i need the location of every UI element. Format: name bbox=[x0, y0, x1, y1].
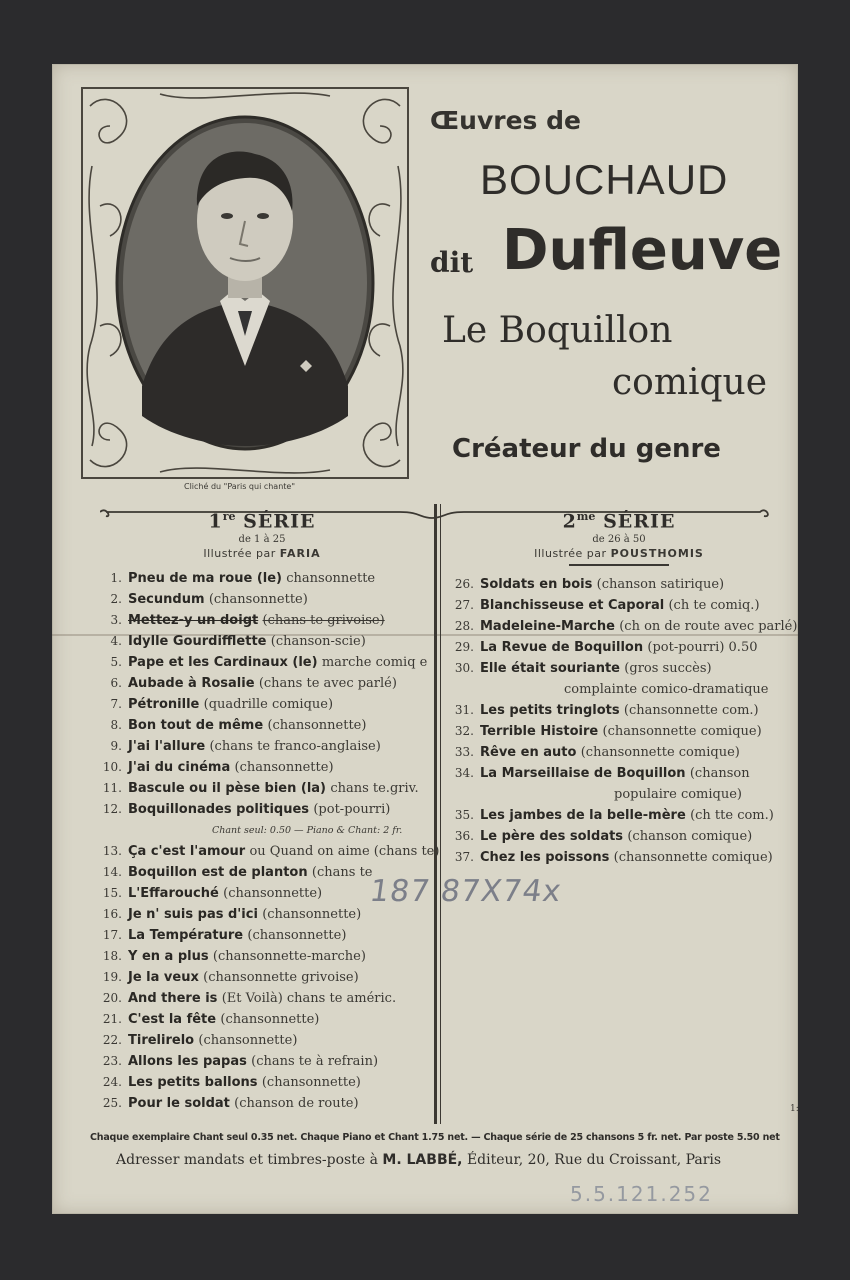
song-continuation: populaire comique) bbox=[614, 787, 743, 803]
song-number: 12. bbox=[102, 802, 122, 817]
song-number: 1. bbox=[110, 571, 122, 586]
song-item bbox=[444, 721, 794, 742]
dit-label: dit bbox=[430, 246, 474, 279]
song-number: 22. bbox=[102, 1033, 122, 1048]
song-descriptor: (chansonnette-marche) bbox=[212, 949, 366, 965]
song-title: Les jambes de la belle-mère bbox=[480, 808, 686, 824]
song-descriptor: (chanson comique) bbox=[627, 829, 753, 845]
song-number: 35. bbox=[454, 808, 474, 823]
composer-name: BOUCHAUD bbox=[480, 156, 729, 203]
illustrator-underline bbox=[569, 564, 669, 566]
song-number: 33. bbox=[454, 745, 474, 760]
song-number: 10. bbox=[102, 760, 122, 775]
series1-song-list bbox=[92, 568, 440, 1114]
song-title: Pape et les Cardinaux (le) bbox=[128, 655, 318, 671]
column-divider bbox=[434, 504, 437, 1124]
song-item bbox=[92, 925, 432, 946]
pencil-reference: 5.5.121.252 bbox=[570, 1182, 713, 1206]
series2-illustrator: Illustrée par POUSTHOMIS bbox=[534, 547, 704, 561]
song-descriptor: (chansonnette comique) bbox=[602, 724, 762, 740]
song-number: 16. bbox=[102, 907, 122, 922]
song-descriptor: (chansonnette) bbox=[220, 1012, 320, 1028]
song-item bbox=[444, 742, 794, 763]
song-title: La Revue de Boquillon bbox=[480, 640, 644, 656]
song-descriptor: (pot-pourri) 0.50 bbox=[647, 640, 758, 656]
song-number: 32. bbox=[454, 724, 474, 739]
song-descriptor: (chansonnette) bbox=[234, 760, 334, 776]
song-title: Aubade à Rosalie bbox=[128, 676, 255, 692]
subtitle-line1: Le Boquillon bbox=[442, 310, 673, 351]
song-descriptor: chans te.griv. bbox=[330, 781, 419, 797]
song-item bbox=[444, 574, 794, 595]
series2-song-list bbox=[444, 574, 798, 868]
createur-tagline: Créateur du genre bbox=[452, 434, 721, 464]
song-item bbox=[444, 805, 794, 826]
song-item bbox=[92, 736, 432, 757]
song-title: J'ai du cinéma bbox=[128, 760, 231, 776]
song-item bbox=[92, 715, 432, 736]
song-title: Je la veux bbox=[128, 970, 199, 986]
song-descriptor: (ch tte com.) bbox=[690, 808, 774, 824]
song-descriptor: (chans te avec parlé) bbox=[258, 676, 397, 692]
song-descriptor: marche comiq e bbox=[321, 655, 428, 671]
song-number: 17. bbox=[102, 928, 122, 943]
song-descriptor: (chansonnette) bbox=[198, 1033, 298, 1049]
subtitle-line2: comique bbox=[612, 362, 768, 403]
song-item bbox=[92, 1030, 432, 1051]
song-title: Tirelirelo bbox=[128, 1033, 195, 1049]
song-item bbox=[92, 694, 432, 715]
song-descriptor: (chansonnette com.) bbox=[623, 703, 759, 719]
song-number: 18. bbox=[102, 949, 122, 964]
song-title: And there is bbox=[128, 991, 218, 1007]
song-descriptor: (chansonnette) bbox=[262, 907, 362, 923]
song-item bbox=[92, 1009, 432, 1030]
song-item bbox=[92, 799, 432, 820]
song-descriptor: (Et Voilà) chans te améric. bbox=[221, 991, 397, 1007]
song-item bbox=[92, 1072, 432, 1093]
song-note: Chant seul: 0.50 — Piano & Chant: 2 fr. bbox=[212, 825, 403, 837]
sheet-music-cover bbox=[52, 64, 798, 1214]
song-number: 5. bbox=[110, 655, 122, 670]
series1-range: de 1 à 25 bbox=[238, 534, 286, 546]
series1-illustrator: Illustrée par FARIA bbox=[203, 547, 321, 561]
song-title: La Marseillaise de Boquillon bbox=[480, 766, 686, 782]
song-item bbox=[92, 652, 432, 673]
song-continuation: complainte comico-dramatique bbox=[564, 682, 769, 698]
publisher-address: Adresser mandats et timbres-poste à M. LABBÉ, Éditeur, 20, Rue du Croissant, Paris bbox=[116, 1152, 722, 1168]
song-descriptor: (chans te franco-anglaise) bbox=[209, 739, 381, 755]
song-descriptor: (chans te grivoise) bbox=[262, 613, 385, 629]
song-descriptor: (gros succès) bbox=[624, 661, 712, 677]
song-item bbox=[92, 1051, 432, 1072]
song-item bbox=[444, 700, 794, 721]
song-descriptor: (chansonnette) bbox=[247, 928, 347, 944]
oeuvres-heading: Œuvres de bbox=[430, 106, 581, 135]
song-title: J'ai l'allure bbox=[128, 739, 206, 755]
song-item bbox=[444, 763, 794, 784]
song-title: Pneu de ma roue (le) bbox=[128, 571, 282, 587]
song-title: Y en a plus bbox=[128, 949, 209, 965]
song-descriptor: (chansonnette grivoise) bbox=[203, 970, 359, 986]
song-number: 26. bbox=[454, 577, 474, 592]
song-descriptor: (quadrille comique) bbox=[203, 697, 334, 713]
song-descriptor: (pot-pourri) bbox=[313, 802, 391, 818]
song-descriptor: ou Quand on aime (chans te) bbox=[249, 844, 440, 860]
song-item bbox=[92, 631, 432, 652]
edge-mark: 1: bbox=[790, 1104, 799, 1114]
song-number: 8. bbox=[110, 718, 122, 733]
song-item bbox=[444, 637, 794, 658]
song-title: Boquillonades politiques bbox=[128, 802, 310, 818]
song-descriptor: (chanson bbox=[689, 766, 750, 782]
song-descriptor: (ch on de route avec parlé) bbox=[619, 619, 798, 635]
song-number: 23. bbox=[102, 1054, 122, 1069]
alias-name: Dufleuve bbox=[502, 218, 783, 283]
song-item bbox=[92, 946, 432, 967]
song-title: Mettez-y un doigt bbox=[128, 613, 259, 629]
song-title: Soldats en bois bbox=[480, 577, 593, 593]
series2-range: de 26 à 50 bbox=[592, 534, 646, 546]
song-title: Pétronille bbox=[128, 697, 200, 713]
song-number: 3. bbox=[110, 613, 122, 628]
pencil-annotation: 187 87X74x bbox=[367, 874, 564, 909]
song-item bbox=[444, 595, 794, 616]
photo-caption: Cliché du "Paris qui chante" bbox=[184, 482, 296, 491]
song-item bbox=[444, 616, 798, 637]
song-number: 21. bbox=[102, 1012, 122, 1027]
song-item bbox=[444, 658, 794, 679]
song-descriptor: (chanson-scie) bbox=[270, 634, 366, 650]
song-title: Madeleine-Marche bbox=[480, 619, 615, 635]
song-descriptor: (chansonnette) bbox=[208, 592, 308, 608]
song-title: Secundum bbox=[128, 592, 205, 608]
song-item bbox=[92, 841, 440, 862]
song-number: 4. bbox=[110, 634, 122, 649]
song-descriptor: (chansonnette comique) bbox=[580, 745, 740, 761]
song-number: 28. bbox=[454, 619, 474, 634]
song-title: Je n' suis pas d'ici bbox=[128, 907, 258, 923]
song-title: Bascule ou il pèse bien (la) bbox=[128, 781, 327, 797]
series1-title: 1re SÉRIE bbox=[208, 510, 316, 533]
song-item bbox=[92, 589, 432, 610]
song-title: Idylle Gourdifflette bbox=[128, 634, 267, 650]
song-title: Les petits ballons bbox=[128, 1075, 258, 1091]
song-descriptor: chansonnette bbox=[286, 571, 376, 587]
column-divider-thin bbox=[440, 504, 441, 1124]
song-number: 6. bbox=[110, 676, 122, 691]
song-title: Pour le soldat bbox=[128, 1096, 230, 1112]
song-title: Blanchisseuse et Caporal bbox=[480, 598, 665, 614]
portrait-frame bbox=[80, 86, 410, 480]
song-descriptor: (chansonnette comique) bbox=[613, 850, 773, 866]
song-number: 27. bbox=[454, 598, 474, 613]
song-item bbox=[92, 610, 432, 631]
series1-column bbox=[92, 510, 440, 1114]
song-number: 37. bbox=[454, 850, 474, 865]
song-title: Le père des soldats bbox=[480, 829, 624, 845]
song-title: La Température bbox=[128, 928, 244, 944]
song-number: 2. bbox=[110, 592, 122, 607]
song-descriptor: (chansonnette) bbox=[267, 718, 367, 734]
song-item bbox=[92, 988, 432, 1009]
song-descriptor: (chanson de route) bbox=[234, 1096, 359, 1112]
song-item bbox=[92, 568, 432, 589]
song-title: Bon tout de même bbox=[128, 718, 264, 734]
song-number: 19. bbox=[102, 970, 122, 985]
song-descriptor: (chansonnette) bbox=[261, 1075, 361, 1091]
song-descriptor: (chans te bbox=[311, 865, 373, 881]
song-title: Allons les papas bbox=[128, 1054, 247, 1070]
song-number: 7. bbox=[110, 697, 122, 712]
song-item bbox=[92, 757, 432, 778]
song-title: Rêve en auto bbox=[480, 745, 577, 761]
song-item bbox=[92, 967, 432, 988]
song-title: C'est la fête bbox=[128, 1012, 217, 1028]
song-item bbox=[444, 847, 794, 868]
song-number: 36. bbox=[454, 829, 474, 844]
song-item bbox=[92, 778, 432, 799]
song-number: 20. bbox=[102, 991, 122, 1006]
song-number: 13. bbox=[102, 844, 122, 859]
song-title: Les petits tringlots bbox=[480, 703, 620, 719]
song-title: Terrible Histoire bbox=[480, 724, 599, 740]
price-line: Chaque exemplaire Chant seul 0.35 net. Chaque Piano et Chant 1.75 net. — Chaque série de 25 chansons 5 fr. net. Par poste 5.50 net bbox=[90, 1132, 780, 1143]
song-title: Ça c'est l'amour bbox=[128, 844, 246, 860]
song-number: 30. bbox=[454, 661, 474, 676]
song-number: 34. bbox=[454, 766, 474, 781]
song-descriptor: (chansonnette) bbox=[223, 886, 323, 902]
song-number: 14. bbox=[102, 865, 122, 880]
song-number: 31. bbox=[454, 703, 474, 718]
song-number: 15. bbox=[102, 886, 122, 901]
series2-column bbox=[444, 510, 798, 868]
song-number: 24. bbox=[102, 1075, 122, 1090]
song-number: 11. bbox=[102, 781, 122, 796]
series2-title: $2^{me}$ SÉRIE bbox=[562, 510, 676, 533]
song-title: Boquillon est de planton bbox=[128, 865, 308, 881]
song-descriptor: (ch te comiq.) bbox=[668, 598, 760, 614]
song-title: Elle était souriante bbox=[480, 661, 620, 677]
song-descriptor: (chanson satirique) bbox=[596, 577, 725, 593]
song-number: 29. bbox=[454, 640, 474, 655]
song-item bbox=[92, 673, 432, 694]
song-number: 9. bbox=[110, 739, 122, 754]
song-title: Chez les poissons bbox=[480, 850, 610, 866]
song-item bbox=[444, 826, 794, 847]
song-number: 25. bbox=[102, 1096, 122, 1111]
song-descriptor: (chans te à refrain) bbox=[251, 1054, 379, 1070]
song-title: L'Effarouché bbox=[128, 886, 219, 902]
song-item bbox=[92, 1093, 432, 1114]
